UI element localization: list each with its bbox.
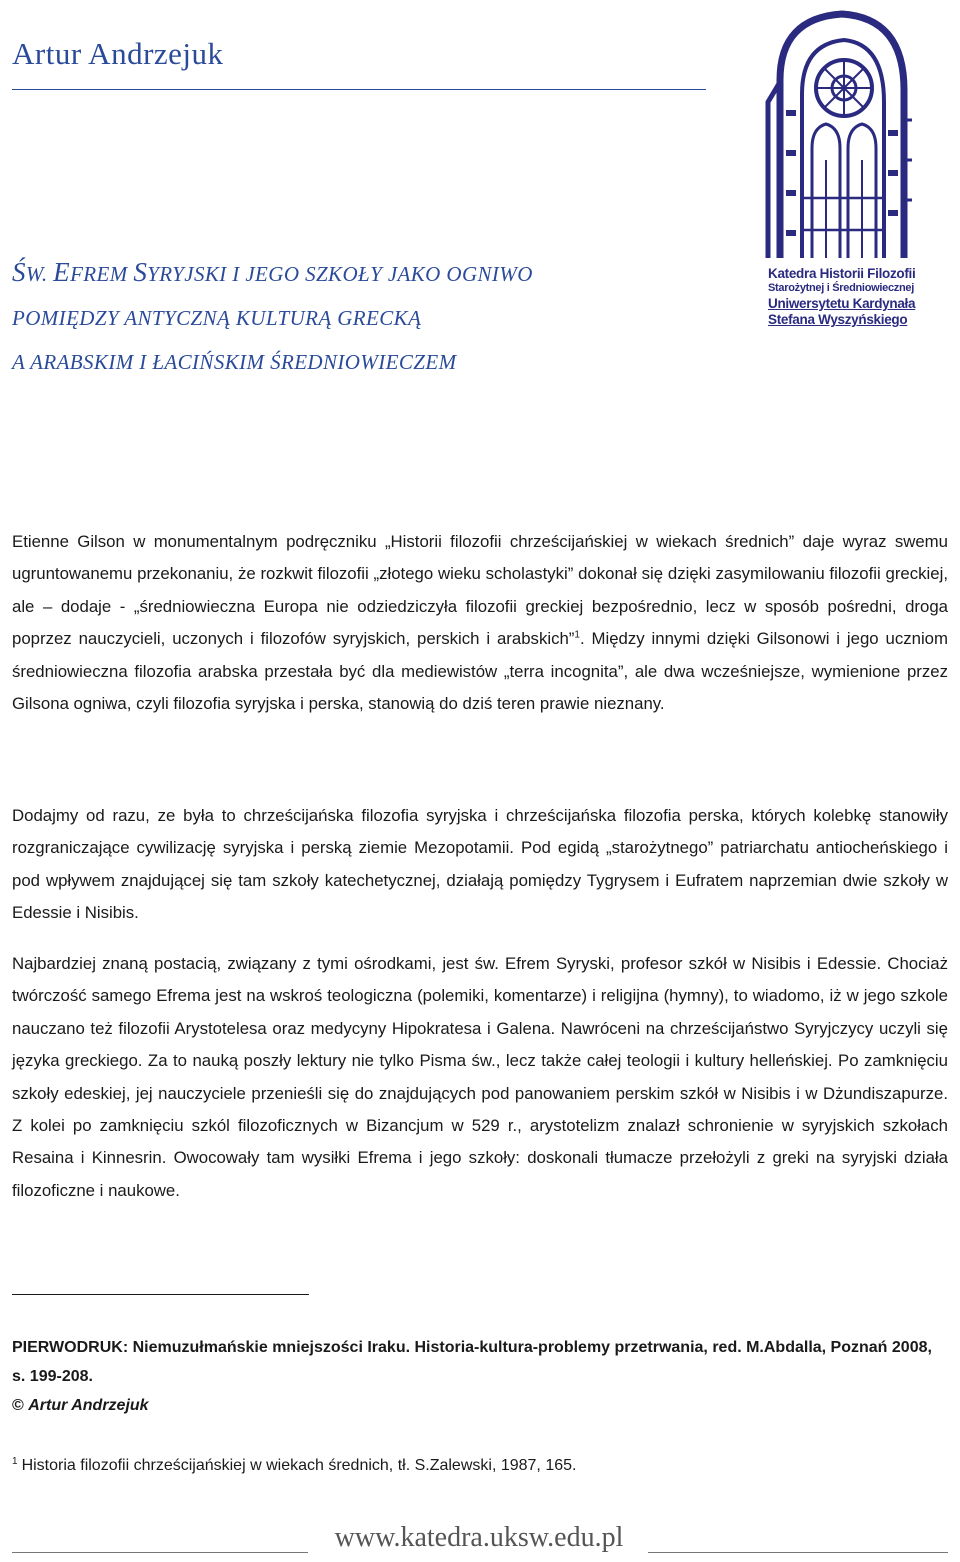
paragraph-2: Dodajmy od razu, ze była to chrześcijańska filozofia syryjska i chrześcijańska filozofia perska, których kolebkę stanowiły rozgraniczające cywilizację syryjska i perską ziemie Mezopotamii. Pod egidą „starożytnego” patriarchatu antiocheńskiego i pod wpływem znajdującej się tam szkoły katechetycznej, działają pomiędzy Tygrysem i Eufratem naprzemian dwie szkoły w Edessie i Nisibis. <box>12 806 948 923</box>
footnote-1 <box>12 1451 948 1480</box>
footnote-text: Historia filozofii chrześcijańskiej w wiekach średnich, tł. S.Zalewski, 1987, 165. <box>21 1457 577 1474</box>
logo-line-2: Starożytnej i Średniowiecznej <box>768 282 914 295</box>
author-divider <box>12 89 706 90</box>
original-print-credits <box>12 1333 948 1420</box>
paragraph-1: Etienne Gilson w monumentalnym podręczniku „Historii filozofii chrześcijańskiej w wiekach średnich” daje wyraz swemu ugruntowanemu przekonaniu, że rozkwit filozofii „złotego wieku scholastyki” dokonał się dzięki zasymilowaniu filozofii greckiej, ale – dodaje - „średniowieczna Europa nie odziedziczyła filozofii greckiej bezpośrednio, lecz w sposób pośredni, droga poprzez nauczycieli, uczonych i filozofów syryjskich, perskich i arabskich”$^1$. Między innymi dzięki Gilsonowi i jego uczniom średniowieczna filozofia arabska przestała być dla mediewistów „terra incognita”, ale dwa wcześniejsze, wymienione przez Gilsona ogniwa, czyli filozofia syryjska i perska, stanowią do dziś teren prawie nieznany. <box>12 532 948 714</box>
copyright-name: Artur Andrzejuk <box>28 1397 149 1414</box>
department-logo <box>762 10 916 355</box>
title-line-3: A ARABSKIM I ŁACIŃSKIM ŚREDNIOWIECZEM <box>12 350 457 374</box>
title-line-2: POMIĘDZY ANTYCZNĄ KULTURĄ GRECKĄ <box>12 306 422 330</box>
paragraph-3: Najbardziej znaną postacią, związany z tymi ośrodkami, jest św. Efrem Syryski, profesor szkół w Nisibis i Edessie. Chociaż twórczość samego Efrema jest na wskroś teologiczna (polemiki, komentarze) i religijna (hymny), to wiadomo, iż w jego szkole nauczano też filozofii Arystotelesa oraz medycyny Hipokratesa i Galena. Nawróceni na chrześcijaństwo Syryjczycy uczyli się języka greckiego. Za to nauką poszły lektury nie tylko Pisma św., lecz także całej teologii i kultury helleńskiej. Po zamknięciu szkoły edeskiej, jej nauczyciele przenieśli się do znajdujących pod panowaniem perskim szkół w Nisibis i w Dżundiszapurze. Z kolei po zamknięciu szkól filozoficznych w Bizancjum w 529 r., arystotelizm znalazł schronienie w syryjskich szkołach Resaina i Kinnesrin. Owocowały tam wysiłki Efrema i jego szkoły: doskonali tłumacze przełożyli z greki na syryjski działa filozoficzne i naukowe. <box>12 954 948 1200</box>
logo-line-1: Katedra Historii Filozofii <box>768 266 916 281</box>
original-print-line: PIERWODRUK: Niemuzułmańskie mniejszości Iraku. Historia-kultura-problemy przetrwania, red. M.Abdalla, Poznań 2008, s. 199-208. <box>12 1339 932 1385</box>
copyright-icon: © <box>12 1397 24 1414</box>
logo-line-3: Uniwersytetu Kardynała <box>768 295 916 311</box>
footnote-divider <box>12 1294 309 1295</box>
footnote-reference[interactable]: 1 <box>574 629 580 641</box>
footer-divider-right <box>648 1552 948 1553</box>
copyright-line <box>12 1391 948 1420</box>
department-logo-text <box>768 266 916 329</box>
logo-line-4: Stefana Wyszyńskiego <box>768 312 908 328</box>
footer-divider-left <box>12 1552 308 1553</box>
footer-website-link[interactable]: www.katedra.uksw.edu.pl <box>334 1522 624 1553</box>
title-line-1: ŚW. EFREM SYRYJSKI I JEGO SZKOŁY JAKO OGNIWO <box>12 257 533 287</box>
article-title <box>12 250 752 384</box>
footnote-number: 1 <box>12 1455 18 1467</box>
author-name: Artur Andrzejuk <box>12 36 224 71</box>
gothic-window-icon <box>762 10 912 260</box>
